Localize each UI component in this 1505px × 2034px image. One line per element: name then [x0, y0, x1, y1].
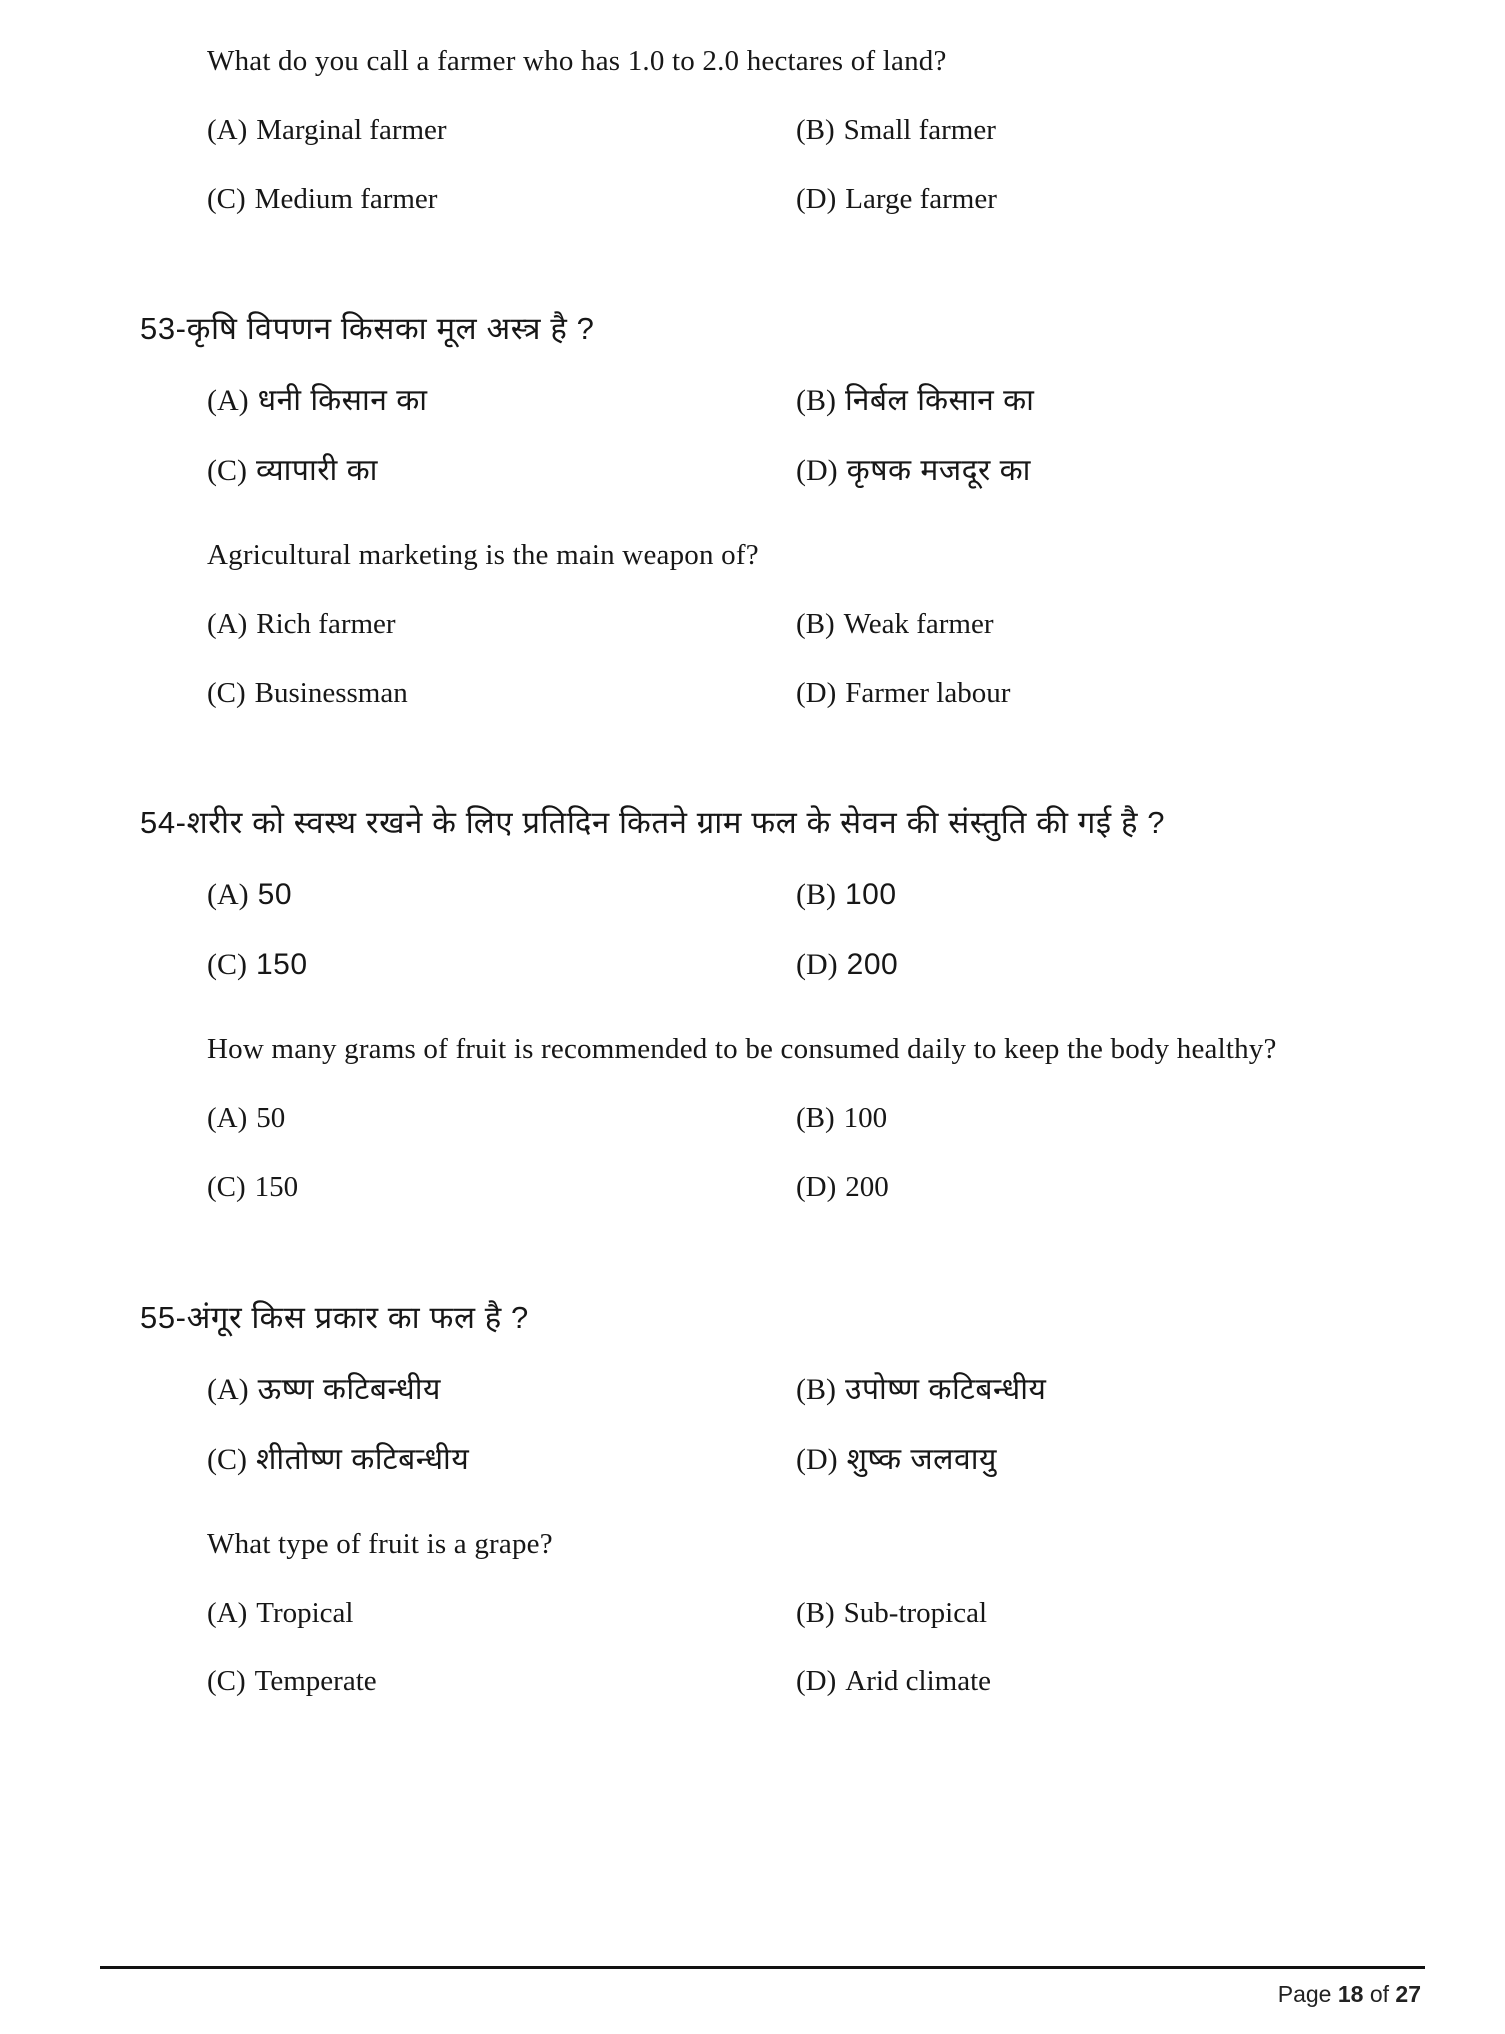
spacer [175, 1495, 1385, 1523]
of-word: of [1369, 1981, 1390, 2007]
option-text: उपोष्ण कटिबन्धीय [845, 1372, 1047, 1406]
option-text: Medium farmer [254, 182, 438, 215]
option-d[interactable] [796, 659, 1385, 728]
page-number-label [100, 1969, 1425, 2008]
option-a[interactable] [207, 366, 796, 436]
option-text: Farmer labour [845, 676, 1011, 709]
option-label: (C) [207, 182, 246, 215]
option-a[interactable] [207, 1355, 796, 1425]
question-block-53 [140, 307, 1385, 727]
option-text: 200 [846, 948, 899, 982]
options-hindi [175, 1355, 1385, 1495]
option-a[interactable] [207, 96, 796, 165]
option-c[interactable] [207, 436, 796, 506]
option-label: (B) [796, 114, 835, 147]
option-d[interactable] [796, 436, 1385, 506]
option-label: (B) [796, 384, 836, 418]
option-text: 50 [256, 1102, 286, 1135]
option-a[interactable] [207, 860, 796, 930]
option-label: (D) [796, 948, 838, 982]
option-label: (B) [796, 878, 836, 912]
option-label: (A) [207, 384, 249, 418]
option-label: (A) [207, 114, 248, 147]
option-b[interactable] [796, 366, 1385, 436]
option-label: (D) [796, 1665, 837, 1698]
option-label: (C) [207, 948, 247, 982]
option-b[interactable] [796, 1579, 1385, 1648]
spacer [175, 233, 1385, 307]
option-c[interactable] [207, 1153, 796, 1222]
spacer [175, 506, 1385, 534]
option-b[interactable] [796, 860, 1385, 930]
option-text: व्यापारी का [256, 454, 378, 488]
page-number: 18 [1337, 1981, 1364, 2007]
option-text: Businessman [254, 676, 408, 709]
option-text: 200 [845, 1170, 889, 1203]
options-english [175, 1579, 1385, 1716]
question-block-52-english-tail [175, 40, 1385, 233]
option-d[interactable] [796, 1425, 1385, 1495]
option-c[interactable] [207, 659, 796, 728]
option-c[interactable] [207, 930, 796, 1000]
option-label: (B) [796, 1102, 835, 1135]
options-english [175, 1084, 1385, 1221]
option-text: निर्बल किसान का [845, 384, 1035, 418]
question-stem-english: Agricultural marketing is the main weapon of? [207, 539, 759, 572]
option-a[interactable] [207, 1579, 796, 1648]
option-d[interactable] [796, 930, 1385, 1000]
option-label: (C) [207, 1170, 246, 1203]
options-english [175, 590, 1385, 727]
option-text: 150 [256, 948, 308, 982]
option-label: (A) [207, 608, 248, 641]
option-label: (A) [207, 1102, 248, 1135]
total-pages: 27 [1395, 1981, 1421, 2007]
option-b[interactable] [796, 96, 1385, 165]
option-label: (D) [796, 676, 837, 709]
question-stem-english: How many grams of fruit is recommended to be consumed daily to keep the body healthy? [207, 1033, 1277, 1066]
option-label: (C) [207, 1665, 246, 1698]
option-a[interactable] [207, 590, 796, 659]
option-b[interactable] [796, 590, 1385, 659]
spacer [175, 1222, 1385, 1296]
option-text: Tropical [256, 1596, 354, 1629]
question-stem-hindi: 55-अंगूर किस प्रकार का फल है ? [140, 1299, 529, 1335]
option-label: (C) [207, 1442, 247, 1476]
option-label: (B) [796, 608, 835, 641]
option-text: धनी किसान का [257, 384, 428, 418]
page-word: Page [1277, 1981, 1332, 2007]
option-a[interactable] [207, 1084, 796, 1153]
option-text: 100 [845, 878, 897, 912]
question-stem-hindi: 53-कृषि विपणन किसका मूल अस्त्र है ? [140, 311, 595, 347]
option-text: कृषक मजदूर का [846, 454, 1031, 488]
option-d[interactable] [796, 165, 1385, 234]
option-label: (C) [207, 454, 247, 488]
option-text: Marginal farmer [256, 114, 447, 147]
option-text: Weak farmer [843, 608, 994, 641]
option-text: 150 [254, 1170, 299, 1203]
option-text: Temperate [254, 1665, 377, 1698]
option-text: Large farmer [845, 182, 997, 215]
option-label: (D) [796, 454, 838, 488]
option-text: ऊष्ण कटिबन्धीय [257, 1372, 441, 1406]
option-c[interactable] [207, 1425, 796, 1495]
option-c[interactable] [207, 1647, 796, 1716]
page-footer [100, 1966, 1425, 2008]
option-label: (A) [207, 1372, 249, 1406]
question-block-55 [140, 1296, 1385, 1716]
option-text: शीतोष्ण कटिबन्धीय [256, 1442, 470, 1476]
option-label: (C) [207, 676, 246, 709]
option-text: 100 [843, 1102, 888, 1135]
option-b[interactable] [796, 1355, 1385, 1425]
option-label: (D) [796, 1170, 837, 1203]
option-label: (B) [796, 1372, 836, 1406]
question-stem-hindi: 54-शरीर को स्वस्थ रखने के लिए प्रतिदिन कितने ग्राम फल के सेवन की संस्तुति की गई है ? [140, 805, 1166, 841]
options-hindi [175, 366, 1385, 506]
option-label: (B) [796, 1596, 835, 1629]
options-hindi [175, 860, 1385, 1000]
option-text: Sub-tropical [843, 1596, 988, 1629]
option-label: (D) [796, 182, 837, 215]
spacer [175, 727, 1385, 801]
options-english [175, 96, 1385, 233]
question-stem-english: What type of fruit is a grape? [207, 1527, 553, 1560]
option-b[interactable] [796, 1084, 1385, 1153]
option-text: Arid climate [845, 1665, 992, 1698]
option-c[interactable] [207, 165, 796, 234]
option-text: शुष्क जलवायु [846, 1442, 997, 1476]
option-label: (A) [207, 878, 249, 912]
question-block-54 [140, 801, 1385, 1221]
option-label: (D) [796, 1442, 838, 1476]
option-text: Small farmer [843, 114, 996, 147]
question-stem-english: What do you call a farmer who has 1.0 to 2.0 hectares of land? [207, 45, 947, 77]
page-content [140, 40, 1385, 1716]
option-text: 50 [257, 878, 293, 912]
option-d[interactable] [796, 1647, 1385, 1716]
option-d[interactable] [796, 1153, 1385, 1222]
option-text: Rich farmer [256, 608, 396, 641]
option-label: (A) [207, 1596, 248, 1629]
spacer [175, 1000, 1385, 1028]
